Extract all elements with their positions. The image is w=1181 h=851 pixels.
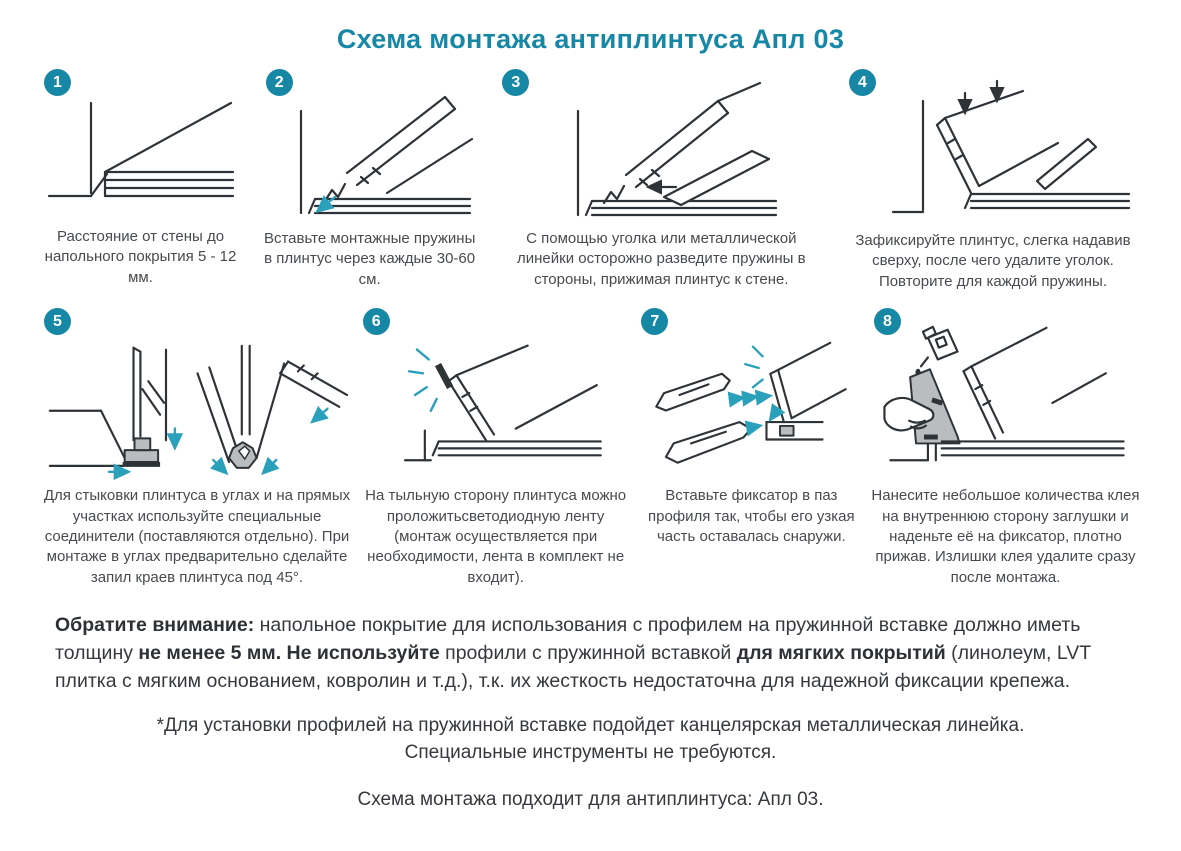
down-left-arrow-icon (264, 460, 276, 472)
step-8-caption: Нанесите небольшое количества клея на внутреннюю сторону заглушки и наденьте её на фиксатор, плотно прижав. Излишки клея удалите сразу после монтажа. (871, 487, 1140, 586)
tool-footnote-line-2: Специальные инструменты не требуются. (404, 742, 777, 764)
step-7-illustration fixator-insert-diagram (635, 312, 867, 480)
step-5-illustration connectors-diagram (40, 312, 355, 480)
notice-paragraph (0, 612, 1181, 696)
right-arrow-icon (749, 426, 759, 428)
step-5 (38, 308, 356, 588)
straight-connector-icon (134, 439, 150, 451)
step-5-number-badge: 5 (44, 308, 71, 335)
step-3-illustration ruler-spread-diagram (536, 73, 786, 223)
metal-ruler-icon (1037, 139, 1096, 189)
notice-segment: Обратите внимание: (55, 614, 255, 637)
page-title: Схема монтажа антиплинтуса Апл 03 (336, 24, 845, 54)
step-1-illustration wall-floor-gap-diagram (41, 73, 241, 221)
steps-row-2 (0, 308, 1181, 588)
step-8-illustration glue-endcap-diagram (875, 312, 1135, 480)
notice-segment: (линолеум, LVT плитка с мягким основанием, ковролин и т.д.), т.к. их жесткость недостаточна для надежной фиксации крепежа. (55, 642, 1091, 692)
step-7 (635, 308, 867, 588)
step-3 (496, 69, 826, 292)
profile-groove (780, 426, 794, 436)
connector-base-strip (122, 462, 159, 467)
step-1 (38, 69, 243, 292)
end-cap-slot (924, 435, 938, 440)
step-1-number-badge: 1 (44, 69, 71, 96)
down-right-arrow-icon (213, 460, 225, 472)
step-4-illustration press-down-diagram (853, 73, 1133, 225)
step-2 (260, 69, 480, 292)
step-6-number-badge: 6 (363, 308, 390, 335)
led-light-rays-icon (746, 347, 763, 388)
step-1-caption: Расстояние от стены до напольного покрытия 5 - 12 мм. (44, 228, 237, 286)
plinth-profile-lines (301, 97, 472, 213)
step-3-number-badge: 3 (502, 69, 529, 96)
step-7-caption: Вставьте фиксатор в паз профиля так, чтобы его узкая часть оставалась снаружи. (647, 487, 855, 545)
wall-and-floor-lines (49, 103, 233, 196)
straight-connector-icon (124, 450, 157, 462)
step-6 (357, 308, 635, 588)
step-4-caption: Зафиксируйте плинтус, слегка надавив сверху, после чего удалите уголок. Повторите для каждой пружины. (855, 232, 1131, 290)
led-light-rays-icon (409, 350, 437, 411)
metal-ruler-icon (664, 151, 769, 205)
step-6-caption: На тыльную сторону плинтуса можно проложитьсветодиодную ленту (монтаж осуществляется при необходимости, лента в комплект не входит). (365, 487, 627, 586)
tool-footnote-line-1: *Для установки профилей на пружинной вставке подойдет канцелярская металлическая линейка. (156, 714, 1025, 736)
step-4-number-badge: 4 (849, 69, 876, 96)
profile-end-lines (767, 343, 846, 440)
step-8-number-badge: 8 (874, 308, 901, 335)
right-arrow-icon (747, 397, 755, 398)
notice-segment: напольное покрытие для использования с профилем на пружинной вставке должно иметь толщину (55, 614, 1081, 664)
down-left-arrow-icon (772, 409, 779, 419)
corner-connector-lines (197, 346, 347, 462)
fixator-icon (657, 374, 730, 411)
step-2-illustration spring-insert-diagram (265, 73, 475, 223)
right-arrow-icon (761, 396, 769, 397)
fixator-icon (666, 422, 751, 463)
step-3-caption: С помощью уголка или металлической линейки осторожно разведите пружины в стороны, прижимая плинтус к стене. (517, 230, 806, 288)
step-2-number-badge: 2 (266, 69, 293, 96)
compatibility-line: Схема монтажа подходит для антиплинтуса: Апл 03. (357, 788, 824, 810)
step-8 (868, 308, 1143, 588)
plinth-against-wall-lines (893, 91, 1129, 212)
tool-footnote (0, 712, 1181, 767)
right-arrow-icon (734, 398, 742, 399)
step-6-illustration led-strip-diagram (366, 312, 626, 480)
step-7-number-badge: 7 (641, 308, 668, 335)
down-left-arrow-icon (313, 409, 327, 421)
notice-segment: для мягких покрытий (736, 642, 946, 664)
notice-segment: не менее 5 мм. Не используйте (138, 642, 440, 664)
step-5-caption: Для стыковки плинтуса в углах и на прямых участках используйте специальные соединители (поставляются отдельно). При монтаже в углах предварительно сделайте запил краев плинтуса под 45°. (43, 487, 351, 586)
step-2-caption: Вставьте монтажные пружины в плинтус через каждые 30-60 см. (263, 230, 476, 288)
notice-segment: профили с пружинной вставкой (439, 642, 737, 664)
step-4 (843, 69, 1143, 292)
glue-bottle-icon (916, 327, 958, 376)
steps-row-1 (0, 69, 1181, 292)
